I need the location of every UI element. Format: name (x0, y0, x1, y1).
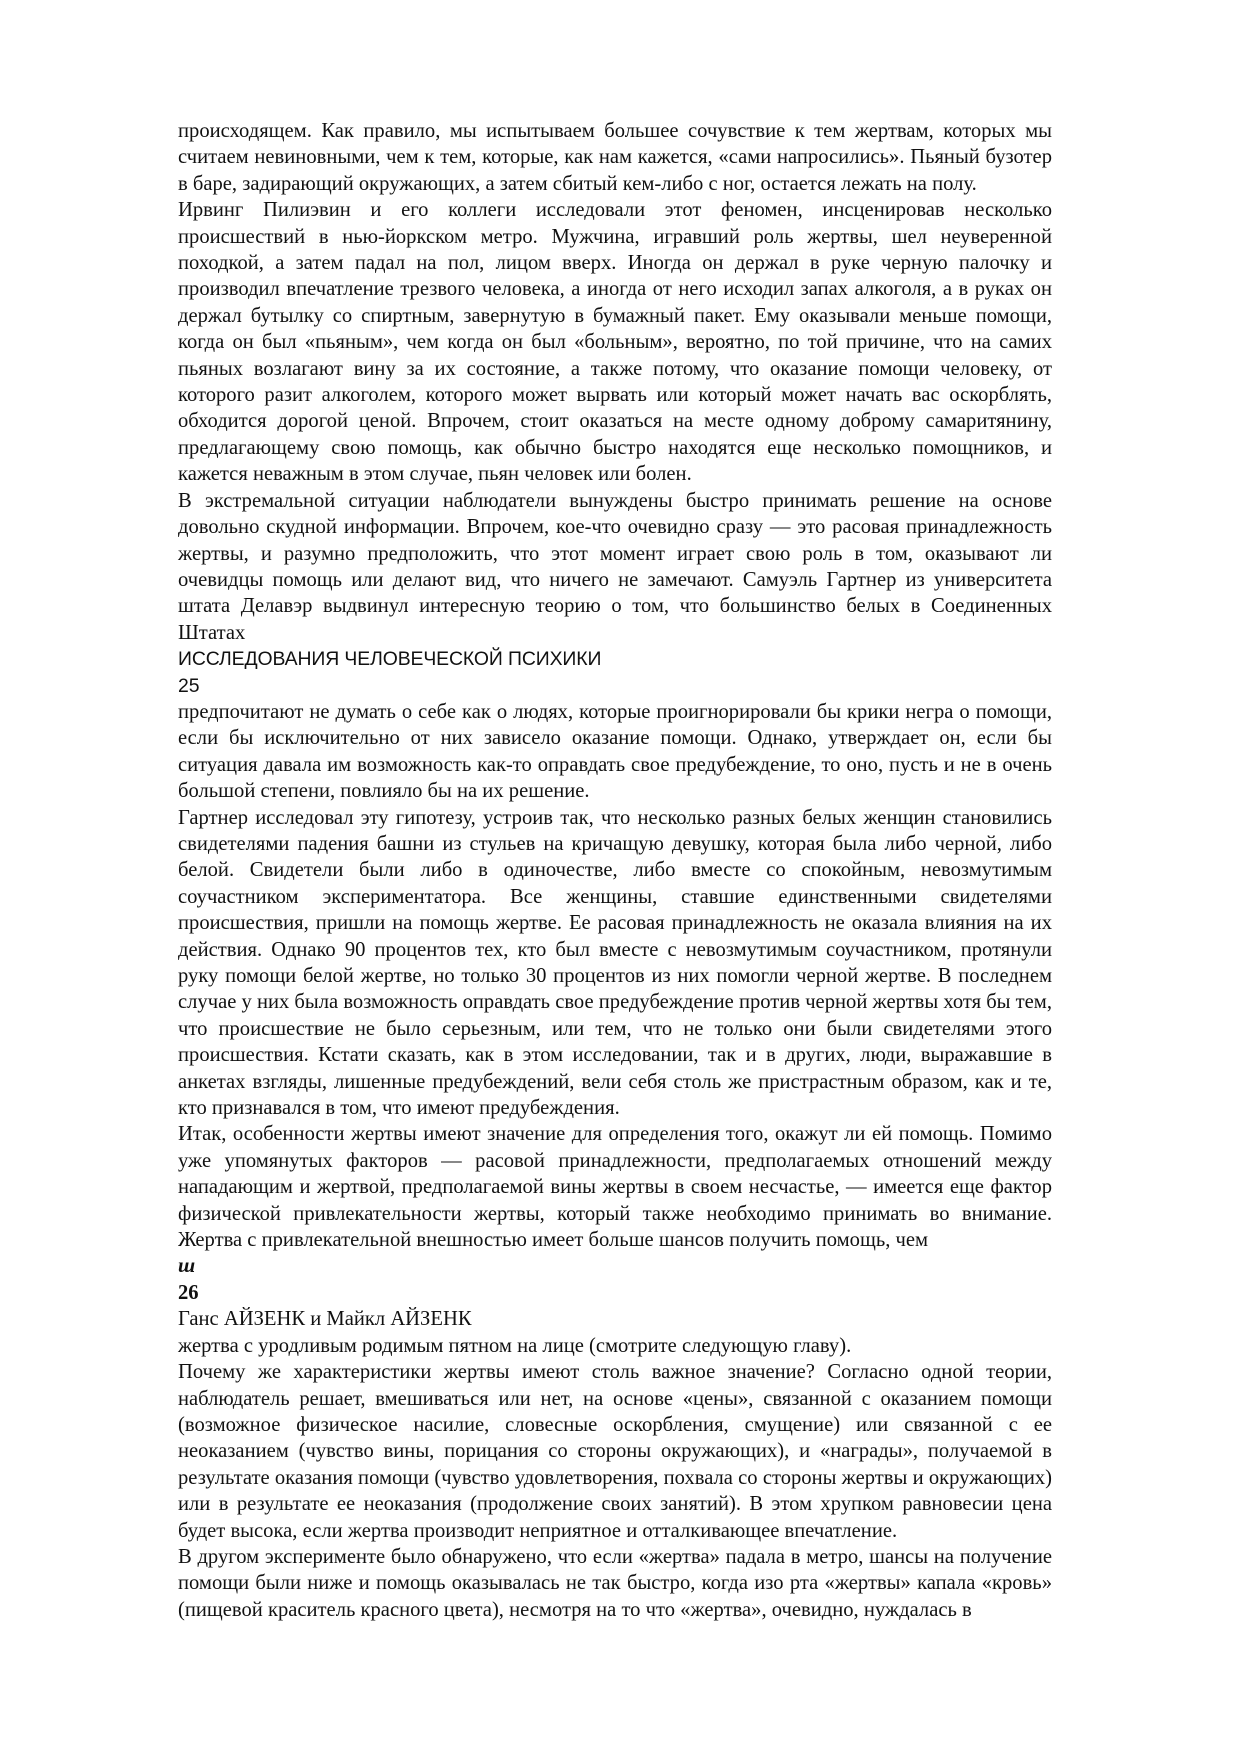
running-header-title: ИССЛЕДОВАНИЯ ЧЕЛОВЕЧЕСКОЙ ПСИХИКИ (178, 648, 602, 671)
paragraph-continuation: происходящем. Как правило, мы испытываем большее сочувствие к тем жертвам, которых мы считаем невиновными, чем к тем, которые, как нам кажется, «сами напросились». Пьяный бузотер в баре, задирающий окружающих, а затем сбитый кем-либо с ног, остается лежать на полу. (178, 120, 1052, 195)
paragraph-prefer-not-think: предпочитают не думать о себе как о людях, которые проигнорировали бы крики негра о помощи, если бы исключительно от них зависело оказание помощи. Однако, утверждает он, если бы ситуация давала им возможность как-то оправдать свое предубеждение, то оно, пусть и не в очень большой степени, повлияло бы на их решение. (178, 700, 1052, 803)
running-header-authors: Ганс АЙЗЕНК и Майкл АЙЗЕНК (178, 1308, 472, 1331)
paragraph-emergency-race: В экстремальной ситуации наблюдатели вынуждены быстро принимать решение на основе довольно скудной информации. Впрочем, кое-что очевидно сразу — это расовая принадлежность жертвы, и разумно предположить, что этот момент играет свою роль в том, оказывают ли очевидцы помощь или делают вид, что ничего не замечают. Самуэль Гартнер из университета штата Делавэр выдвинул интересную теорию о том, что большинство белых в Соединенных Штатах (178, 489, 1052, 644)
paragraph-blood-experiment: В другом эксперименте было обнаружено, что если «жертва» падала в метро, шансы на получение помощи были ниже и помощь оказывалась не так быстро, когда изо рта «жертвы» капала «кровь» (пищевой краситель красного цвета), несмотря на то что «жертва», очевидно, нуждалась в (178, 1545, 1052, 1621)
paragraph-cost-reward: Почему же характеристики жертвы имеют столь важное значение? Согласно одной теории, наблюдатель решает, вмешиваться или нет, на основе «цены», связанной с оказанием помощи (возможное физическое насилие, словесные оскорбления, смущение) или связанной с ее неоказанием (чувство вины, порицания со стороны окружающих), и «награды», получаемой в результате оказания помощи (чувство удовлетворения, похвала со стороны жертвы и окружающих) или в результате ее неоказания (продолжение своих занятий). В этом хрупком равновесии цена будет высока, если жертва производит неприятное и отталкивающее впечатление. (178, 1361, 1052, 1542)
document-page (178, 118, 1052, 1623)
paragraph-victim-features: Итак, особенности жертвы имеют значение для определения того, окажут ли ей помощь. Помимо уже упомянутых факторов — расовой принадлежности, предполагаемых отношений между нападающим и жертвой, предполагаемой вины жертвы в своем несчастье, — имеется еще фактор физической привлекательности жертвы, который также необходимо принимать во внимание. Жертва с привлекательной внешностью имеет больше шансов получить помощь, чем (178, 1123, 1052, 1252)
paragraph-birthmark: жертва с уродливым родимым пятном на лице (смотрите следующую главу). (178, 1334, 852, 1357)
stray-mark: ш (178, 1255, 196, 1278)
paragraph-piliavin-study: Ирвинг Пилиэвин и его коллеги исследовали этот феномен, инсценировав несколько происшествий в нью-йоркском метро. Мужчина, игравший роль жертвы, шел неуверенной походкой, а затем падал на пол, лицом вверх. Иногда он держал в руке черную палочку и производил впечатление трезвого человека, а иногда от него исходил запах алкоголя, а в руках он держал бутылку со спиртным, завернутую в бумажный пакет. Ему оказывали меньше помощи, когда он был «пьяным», чем когда он был «больным», вероятно, по той причине, что на самих пьяных возлагают вину за их состояние, а также потому, что оказание помощи человеку, от которого разит алкоголем, которого может вырвать или который может начать вас оскорблять, обходится дорогой ценой. Впрочем, стоит оказаться на месте одному доброму самаритянину, предлагающему свою помощь, как обычно быстро находятся еще несколько помощников, и кажется неважным в этом случае, пьян человек или болен. (178, 199, 1052, 486)
page-number: 25 (178, 674, 200, 697)
page-number: 26 (178, 1281, 199, 1304)
paragraph-gaertner-study: Гартнер исследовал эту гипотезу, устроив так, что несколько разных белых женщин становились свидетелями падения башни из стульев на кричащую девушку, которая была либо черной, либо белой. Свидетели были либо в одиночестве, либо вместе со спокойным, невозмутимым соучастником экспериментатора. Все женщины, ставшие единственными свидетелями происшествия, пришли на помощь жертве. Ее расовая принадлежность не оказала влияния на их действия. Однако 90 процентов тех, кто был вместе с невозмутимым соучастником, протянули руку помощи белой жертве, но только 30 процентов из них помогли черной жертве. В последнем случае у них была возможность оправдать свое предубеждение против черной жертвы хотя бы тем, что происшествие не было серьезным, или тем, что не только они были свидетелями этого происшествия. Кстати сказать, как в этом исследовании, так и в других, люди, выражавшие в анкетах взгляды, лишенные предубеждений, вели себя столь же пристрастным образом, как и те, кто признавался в том, что имеют предубеждения. (178, 806, 1052, 1120)
